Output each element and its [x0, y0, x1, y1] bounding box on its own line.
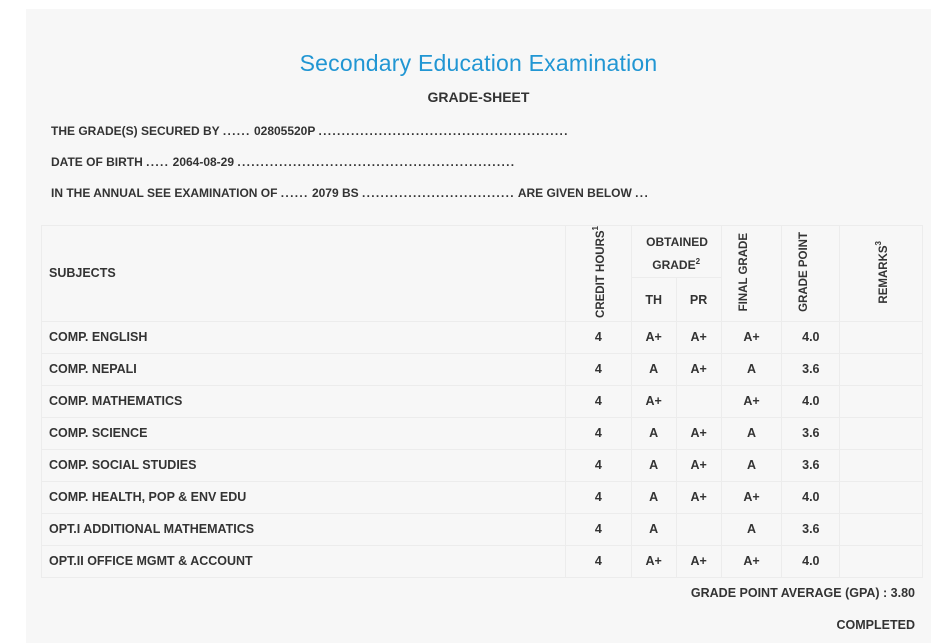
grade-pr: A+: [676, 449, 721, 481]
grade-th: A+: [631, 321, 676, 353]
subject-name: COMP. HEALTH, POP & ENV EDU: [42, 481, 566, 513]
status-label: COMPLETED: [836, 618, 915, 632]
header-subjects: SUBJECTS: [42, 226, 566, 322]
subject-name: OPT.II OFFICE MGMT & ACCOUNT: [42, 545, 566, 577]
grade-point: 3.6: [782, 449, 840, 481]
remarks: [840, 417, 923, 449]
header-final-grade: FINAL GRADE: [721, 226, 782, 322]
grade-th: A: [631, 449, 676, 481]
table-row: [42, 321, 923, 353]
table-row: [42, 545, 923, 577]
grade-sheet: [26, 9, 931, 643]
table-row: [42, 353, 923, 385]
subject-name: COMP. MATHEMATICS: [42, 385, 566, 417]
grade-point: 4.0: [782, 481, 840, 513]
remarks: [840, 513, 923, 545]
page-subtitle: GRADE-SHEET: [427, 89, 530, 105]
table-row: [42, 481, 923, 513]
remarks: [840, 449, 923, 481]
header-th: TH: [631, 278, 676, 322]
credit-hours: 4: [565, 513, 631, 545]
remarks: [840, 385, 923, 417]
final-grade: A+: [721, 385, 782, 417]
final-grade: A+: [721, 481, 782, 513]
given-below-label: ARE GIVEN BELOW: [517, 186, 632, 200]
grade-point: 3.6: [782, 417, 840, 449]
header-obtained-grade: OBTAINED GRADE$^2$: [631, 226, 721, 278]
grade-pr: A+: [676, 417, 721, 449]
grade-th: A: [631, 417, 676, 449]
grade-pr: [676, 385, 721, 417]
symbol-number: 02805520P: [253, 124, 316, 138]
subject-name: COMP. NEPALI: [42, 353, 566, 385]
grade-point: 4.0: [782, 545, 840, 577]
table-row: [42, 417, 923, 449]
grade-pr: A+: [676, 321, 721, 353]
grade-point: 3.6: [782, 513, 840, 545]
gpa-summary: GRADE POINT AVERAGE (GPA) : 3.80: [690, 586, 915, 600]
table-row: [42, 449, 923, 481]
table-row: [42, 385, 923, 417]
credit-hours: 4: [565, 321, 631, 353]
final-grade: A: [721, 417, 782, 449]
grade-th: A: [631, 513, 676, 545]
grade-th: A+: [631, 545, 676, 577]
remarks: [840, 353, 923, 385]
credit-hours: 4: [565, 481, 631, 513]
final-grade: A+: [721, 545, 782, 577]
grade-th: A: [631, 481, 676, 513]
credit-hours: 4: [565, 417, 631, 449]
header-remarks: REMARKS$^3$: [840, 226, 923, 322]
grade-pr: A+: [676, 481, 721, 513]
credit-hours: 4: [565, 353, 631, 385]
grade-pr: [676, 513, 721, 545]
grade-point: 3.6: [782, 353, 840, 385]
secured-by-line: THE GRADE(S) SECURED BY ...... 02805520P ......................................................: [51, 124, 569, 138]
final-grade: A+: [721, 321, 782, 353]
credit-hours: 4: [565, 545, 631, 577]
exam-label: IN THE ANNUAL SEE EXAMINATION OF: [51, 186, 278, 200]
grade-pr: A+: [676, 545, 721, 577]
dob-label: DATE OF BIRTH: [51, 155, 143, 169]
exam-year: 2079 BS: [311, 186, 359, 200]
grade-th: A+: [631, 385, 676, 417]
header-pr: PR: [676, 278, 721, 322]
grade-pr: A+: [676, 353, 721, 385]
final-grade: A: [721, 513, 782, 545]
subject-name: OPT.I ADDITIONAL MATHEMATICS: [42, 513, 566, 545]
header-credit-hours: CREDIT HOURS$^1$: [565, 226, 631, 322]
final-grade: A: [721, 449, 782, 481]
dob-line: DATE OF BIRTH ..... 2064-08-29 ............................................................: [51, 155, 516, 169]
remarks: [840, 321, 923, 353]
subject-name: COMP. ENGLISH: [42, 321, 566, 353]
dob-value: 2064-08-29: [172, 155, 235, 169]
grades-table: [41, 225, 923, 578]
grade-point: 4.0: [782, 385, 840, 417]
credit-hours: 4: [565, 449, 631, 481]
grade-th: A: [631, 353, 676, 385]
credit-hours: 4: [565, 385, 631, 417]
header-grade-point: GRADE POINT: [782, 226, 840, 322]
table-row: [42, 513, 923, 545]
subject-name: COMP. SCIENCE: [42, 417, 566, 449]
remarks: [840, 545, 923, 577]
secured-by-label: THE GRADE(S) SECURED BY: [51, 124, 220, 138]
subject-name: COMP. SOCIAL STUDIES: [42, 449, 566, 481]
grade-point: 4.0: [782, 321, 840, 353]
remarks: [840, 481, 923, 513]
exam-line: IN THE ANNUAL SEE EXAMINATION OF ...... 2079 BS ................................. ARE GIVEN BELOW ...: [51, 186, 650, 200]
page-title: Secondary Education Examination: [299, 50, 658, 76]
final-grade: A: [721, 353, 782, 385]
